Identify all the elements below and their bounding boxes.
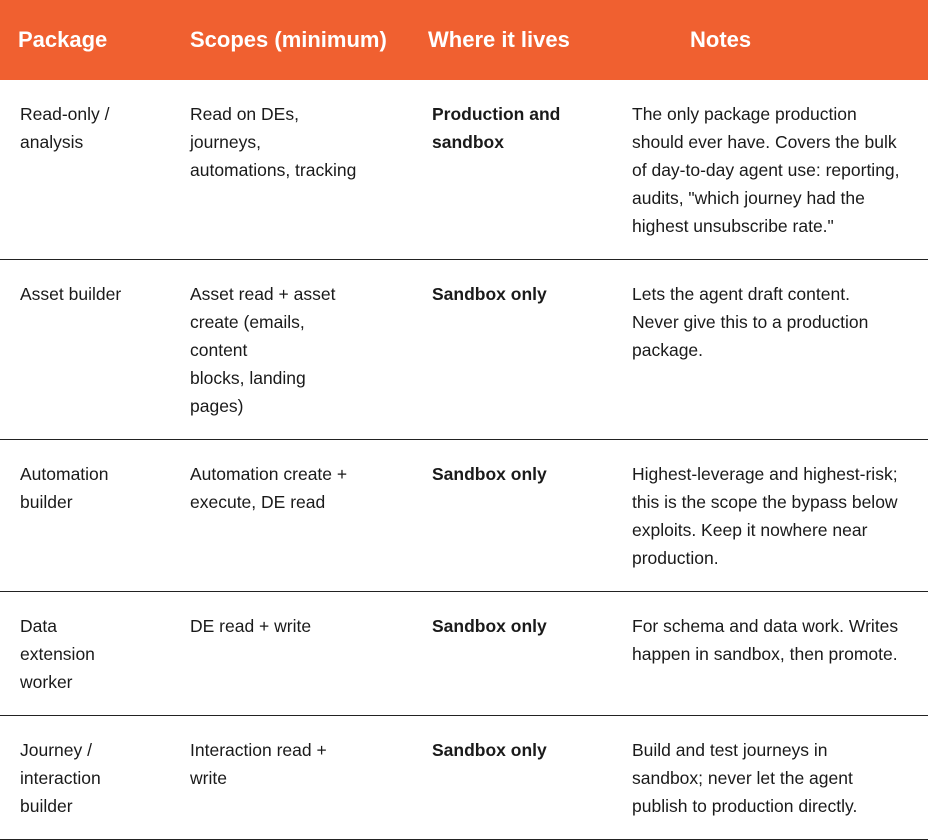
cell-line: worker (20, 672, 73, 692)
header-where: Where it lives (428, 27, 570, 52)
cell-line: Production and (432, 104, 561, 124)
cell-line: Sandbox only (432, 740, 547, 760)
cell-line: Journey / (20, 740, 92, 760)
table-body (0, 80, 928, 840)
cell-line: Sandbox only (432, 464, 547, 484)
header-package: Package (18, 27, 108, 52)
cell-line: journeys, (190, 132, 262, 152)
cell-line: this is the scope the bypass below (632, 492, 898, 512)
table-row (0, 716, 928, 840)
cell-line: production. (632, 548, 719, 568)
cell-where (432, 280, 612, 308)
cell-line: of day-to-day agent use: reporting, (632, 160, 900, 180)
cell-line: Sandbox only (432, 616, 547, 636)
cell-scopes (190, 460, 410, 516)
cell-line: Sandbox only (432, 284, 547, 304)
cell-line: Asset read + asset (190, 284, 336, 304)
cell-line: builder (20, 796, 73, 816)
cell-where (432, 100, 612, 156)
cell-scopes (190, 736, 410, 792)
cell-line: builder (20, 492, 73, 512)
cell-line: extension (20, 644, 95, 664)
cell-line: Build and test journeys in (632, 740, 828, 760)
table-row (0, 592, 928, 716)
table-row (0, 80, 928, 260)
cell-line: audits, "which journey had the (632, 188, 865, 208)
cell-line: content (190, 340, 248, 360)
table-row (0, 260, 928, 440)
cell-notes (632, 612, 917, 668)
cell-package (20, 280, 170, 308)
cell-line: Read on DEs, (190, 104, 299, 124)
cell-line: Highest-leverage and highest-risk; (632, 464, 898, 484)
cell-where (432, 736, 612, 764)
cell-line: highest unsubscribe rate." (632, 216, 834, 236)
cell-line: create (emails, (190, 312, 305, 332)
cell-line: For schema and data work. Writes (632, 616, 899, 636)
cell-notes (632, 100, 917, 240)
cell-line: Data (20, 616, 57, 636)
cell-package (20, 100, 170, 156)
cell-line: Lets the agent draft content. (632, 284, 850, 304)
cell-line: The only package production (632, 104, 857, 124)
cell-package (20, 460, 170, 516)
table-header (0, 0, 928, 80)
header-scopes: Scopes (minimum) (190, 27, 387, 52)
cell-line: Asset builder (20, 284, 122, 304)
cell-line: Read-only / (20, 104, 110, 124)
cell-line: automations, tracking (190, 160, 357, 180)
cell-line: Interaction read + (190, 740, 327, 760)
cell-line: Automation (20, 464, 109, 484)
cell-line: pages) (190, 396, 244, 416)
cell-line: execute, DE read (190, 492, 326, 512)
cell-line: package. (632, 340, 704, 360)
cell-line: exploits. Keep it nowhere near (632, 520, 868, 540)
cell-package (20, 736, 170, 820)
cell-line: write (190, 768, 227, 788)
cell-line: sandbox (432, 132, 504, 152)
cell-line: happen in sandbox, then promote. (632, 644, 898, 664)
cell-line: publish to production directly. (632, 796, 858, 816)
cell-line: DE read + write (190, 616, 312, 636)
cell-where (432, 460, 612, 488)
cell-package (20, 612, 170, 696)
cell-line: should ever have. Covers the bulk (632, 132, 897, 152)
header-notes: Notes (690, 27, 752, 52)
cell-notes (632, 736, 917, 820)
cell-notes (632, 280, 917, 364)
cell-line: blocks, landing (190, 368, 306, 388)
cell-line: sandbox; never let the agent (632, 768, 853, 788)
cell-scopes (190, 280, 410, 420)
cell-scopes (190, 100, 410, 184)
cell-where (432, 612, 612, 640)
cell-notes (632, 460, 917, 572)
cell-line: Automation create + (190, 464, 348, 484)
cell-scopes (190, 612, 410, 640)
cell-line: interaction (20, 768, 101, 788)
cell-line: analysis (20, 132, 84, 152)
table-row (0, 440, 928, 592)
cell-line: Never give this to a production (632, 312, 869, 332)
